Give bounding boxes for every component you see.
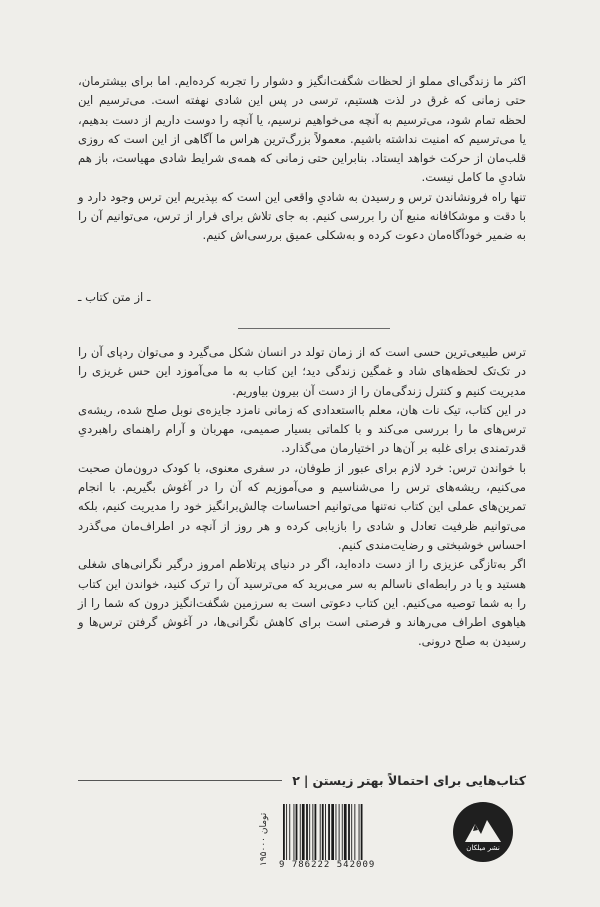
barcode-bar xyxy=(306,804,308,860)
barcode-bar xyxy=(325,804,326,860)
series-separator: | xyxy=(303,773,309,788)
price-label xyxy=(255,804,279,868)
quote-source: ـ از متن کتاب ـ xyxy=(78,290,151,304)
barcode-bar xyxy=(361,804,363,860)
description-paragraph: با خواندن ترس: خرد لازم برای عبور از طوفان، در سفری معنوی، با کودک درون‌مان صحبت می‌کنیم، ریشه‌های ترس را می‌شناسیم و می‌آموزیم که آن را در آغوش بگیریم. با انجام تمرین‌های عملی این کتاب نه‌تنها می‌توانیم احساسات چالش‌برانگیز خود را مدیریت کنیم، بلکه می‌توانیم ظرفیت تعادل و شادی را بازیابی کرده و هر روز از آنچه در اطراف‌مان می‌گذرد احساس خوشبختی و رضایت‌مندی کنیم. xyxy=(78,460,526,552)
description-paragraph: اگر به‌تازگی عزیزی را از دست داده‌اید، اگر در دنیای پرتلاطم امروز درگیر نگرانی‌های شغلی هستید و یا در رابطه‌ای ناسالم به سر می‌برید که می‌ترسید آن را ترک کنید، خواندن این کتاب را به شما توصیه می‌کنیم. این کتاب دعوتی است به سرزمین شگفت‌انگیز درون که شما را از هیاهوی اطراف می‌رهاند و فرصتی است برای کاهش نگرانی‌ها، در آغوش گرفتن ترس‌ها و رسیدن به صلح درونی. xyxy=(78,557,526,649)
barcode-bar xyxy=(309,804,310,860)
quote-paragraph: اکثر ما زندگی‌ای مملو از لحظات شگفت‌انگیز و دشوار را تجربه کرده‌ایم. اما برای بیشترمان، حتی زمانی که غرق در لذت هستیم، ترسی در پس این شادی نهفته است. می‌ترسیم این لحظه تمام شود، می‌ترسیم به آنچه می‌خواهیم نرسیم، یا آنچه را دوست داریم از دست بدهیم، یا می‌ترسیم که امنیت نداشته باشیم. معمولاً بزرگ‌ترین هراس ما آگاهی از این است که روزی قلب‌مان از حرکت خواهد ایستاد. بنابراین حتی زمانی که همه‌ی شرایط شادی مهیاست، باز هم شادیِ ما کامل نیست. xyxy=(78,74,526,185)
series-number: ۲ xyxy=(292,773,300,788)
barcode-bar xyxy=(328,804,330,860)
barcode-bar xyxy=(336,804,337,860)
barcode-bar xyxy=(359,804,360,860)
barcode-bar xyxy=(351,804,352,860)
barcode-bar xyxy=(300,804,301,860)
publisher-logo xyxy=(451,800,515,864)
barcode-area xyxy=(255,800,515,872)
book-description xyxy=(78,343,526,652)
barcode-bar xyxy=(315,804,317,860)
series-heading xyxy=(78,773,526,788)
divider-line xyxy=(238,328,390,329)
excerpt-quote xyxy=(78,72,526,246)
barcode-bar xyxy=(312,804,313,860)
barcode-bar xyxy=(342,804,343,860)
mountain-logo-icon xyxy=(451,800,515,864)
barcode-bar xyxy=(331,804,334,860)
barcode-bar xyxy=(286,804,287,860)
barcode-bar xyxy=(344,804,347,860)
description-paragraph: ترس طبیعی‌ترین حسی است که از زمان تولد در انسان شکل می‌گیرد و می‌توان ردپای آن را در تک‌تک لحظه‌های شاد و غمگین زندگی دید؛ این کتاب به ما می‌آموزد این حس غریزی را مدیریت کنیم و کنترل زندگی‌مان را از دست آن بیرون بیاوریم. xyxy=(78,345,526,398)
description-paragraph: در این کتاب، تیک نات هان، معلم بااستعدادی که زمانی نامزد جایزه‌ی نوبل صلح شده، ریشه‌ی ترس‌های ما را بررسی می‌کند و با کلماتی بسیار صمیمی، مهربان و آرام راهنمای راهبردیِ قدرتمندی برای غلبه بر آن‌ها در اختیارمان می‌گذارد. xyxy=(78,402,526,456)
series-title: کتاب‌هایی برای احتمالاً بهتر زیستن xyxy=(312,773,526,788)
barcode-bar xyxy=(289,804,290,860)
barcode-icon xyxy=(281,804,411,860)
barcode-bar xyxy=(339,804,340,860)
series-rule xyxy=(78,780,282,781)
quote-paragraph: تنها راه فرونشاندن ترس و رسیدن به شادیِ واقعی این است که بپذیریم این ترس وجود دارد و با دقت و موشکافانه منبع آن را بررسی کنیم. به جای تلاش برای فرار از ترس، می‌توانیم آن را به ضمیر خودآگاه‌مان دعوت کرده و به‌شکلی عمیق بررسی‌اش کنیم. xyxy=(78,189,526,243)
barcode-bar xyxy=(348,804,350,860)
barcode-bar xyxy=(322,804,324,860)
isbn-number: 9 786222 542009 xyxy=(279,860,376,870)
barcode-bar xyxy=(294,804,295,860)
price-text: ۱۹۵۰۰۰ تومان xyxy=(259,812,269,866)
publisher-name: نشر میلکان xyxy=(466,844,500,852)
barcode-bar xyxy=(283,804,285,860)
barcode-bar xyxy=(320,804,321,860)
barcode-bar xyxy=(302,804,305,860)
barcode-bar xyxy=(354,804,355,860)
barcode-bar xyxy=(296,804,298,860)
